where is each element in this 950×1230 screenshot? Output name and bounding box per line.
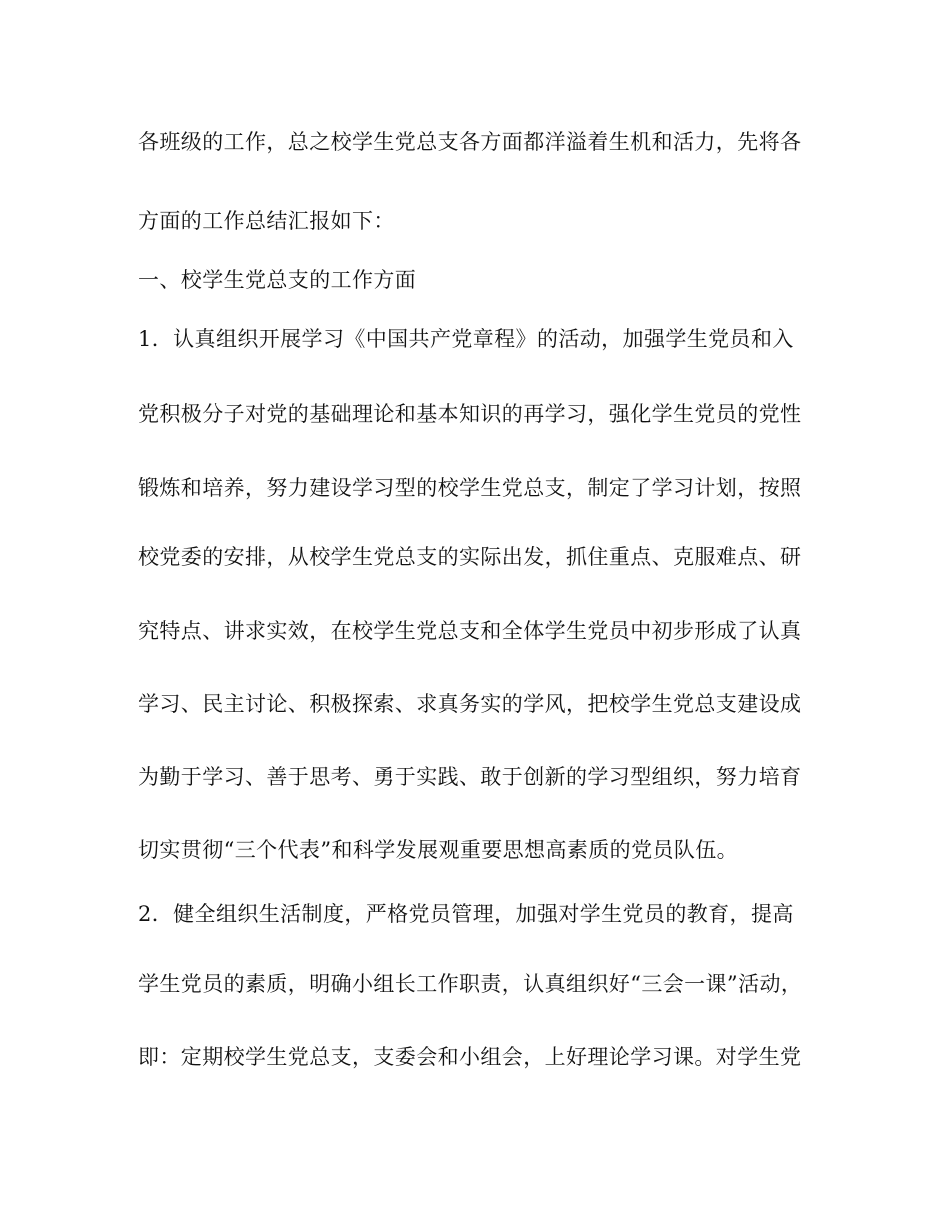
text-line: 党积极分子对党的基础理论和基本知识的再学习，强化学生党员的党性 <box>138 402 802 426</box>
text-line: 切实贯彻“三个代表”和科学发展观重要思想高素质的党员队伍。 <box>138 838 739 862</box>
text-line: 学习、民主讨论、积极探索、求真务实的学风，把校学生党总支建设成 <box>138 692 802 716</box>
text-line: 究特点、讲求实效，在校学生党总支和全体学生党员中初步形成了认真 <box>138 619 802 643</box>
text-line: 校党委的安排，从校学生党总支的实际出发，抓住重点、克服难点、研 <box>138 545 802 569</box>
text-line: 为勤于学习、善于思考、勇于实践、敢于创新的学习型组织，努力培育 <box>138 765 802 789</box>
text-line: 锻炼和培养，努力建设学习型的校学生党总支，制定了学习计划，按照 <box>138 476 802 500</box>
text-line: 1．认真组织开展学习《中国共产党章程》的活动，加强学生党员和入 <box>138 327 794 351</box>
section-heading: 一、校学生党总支的工作方面 <box>138 268 417 292</box>
text-line: 各班级的工作，总之校学生党总支各方面都洋溢着生机和活力，先将各 <box>138 130 802 154</box>
text-line: 即：定期校学生党总支，支委会和小组会，上好理论学习课。对学生党 <box>138 1045 802 1069</box>
text-line: 学生党员的素质，明确小组长工作职责，认真组织好“三会一课”活动， <box>138 972 803 996</box>
text-line: 2．健全组织生活制度，严格党员管理，加强对学生党员的教育，提高 <box>138 902 794 926</box>
text-line: 方面的工作总结汇报如下： <box>138 209 395 233</box>
